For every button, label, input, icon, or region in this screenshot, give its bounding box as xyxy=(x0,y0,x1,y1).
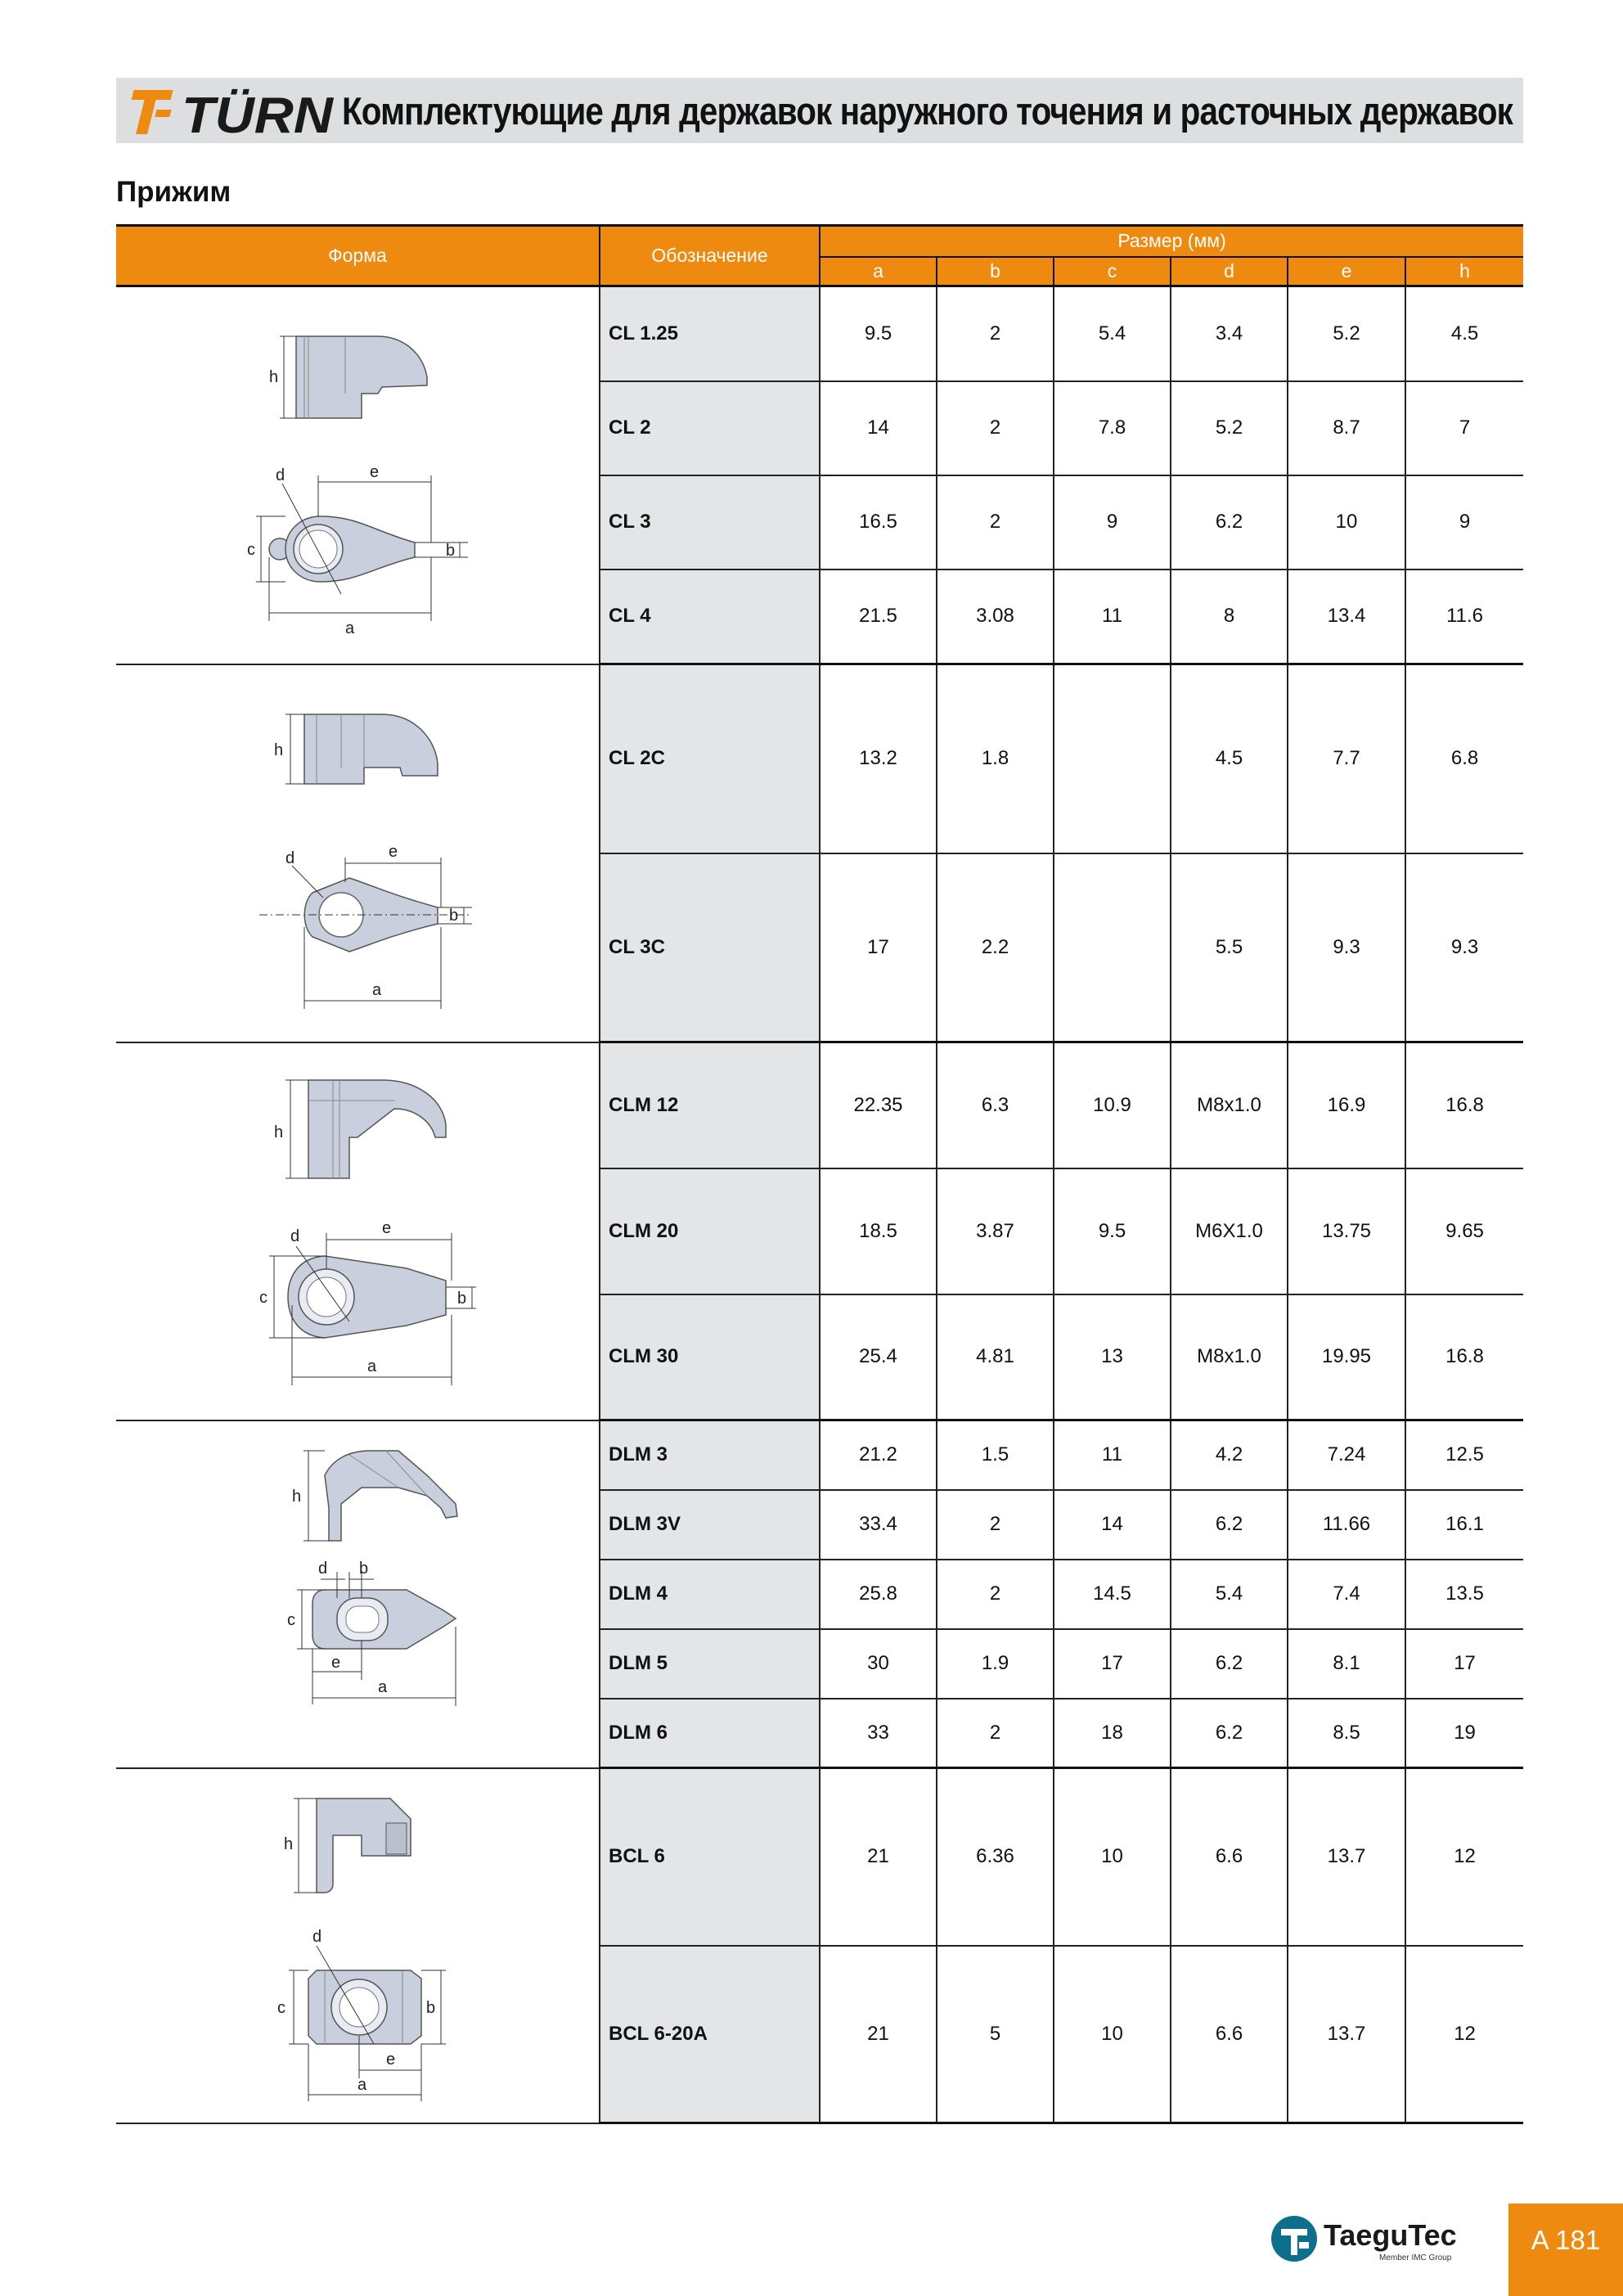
dim-h: 9 xyxy=(1405,475,1523,569)
dim-h: 9.65 xyxy=(1405,1168,1523,1294)
dim-d: 3.4 xyxy=(1171,286,1288,381)
t-turn-logo xyxy=(124,82,339,141)
svg-text:e: e xyxy=(331,1654,341,1672)
table-row xyxy=(116,1768,1523,1946)
clamp-cl-drawing xyxy=(227,312,488,639)
dim-b: 2 xyxy=(937,475,1054,569)
col-header-dim: b xyxy=(937,257,1054,286)
svg-text:d: d xyxy=(318,1560,328,1578)
table-row xyxy=(116,1042,1523,1168)
dim-d: M8x1.0 xyxy=(1171,1294,1288,1420)
dim-a: 18.5 xyxy=(820,1168,937,1294)
item-code: BCL 6-20A xyxy=(600,1946,820,2123)
dim-c: 10 xyxy=(1054,1946,1171,2123)
dim-h: 11.6 xyxy=(1405,569,1523,664)
spec-table xyxy=(116,224,1523,2124)
col-header-dim: e xyxy=(1288,257,1405,286)
svg-text:b: b xyxy=(446,541,456,560)
dim-b: 4.81 xyxy=(937,1294,1054,1420)
section-title: Прижим xyxy=(116,176,232,208)
dim-a: 25.8 xyxy=(820,1560,937,1629)
page-header-title: Комплектующие для державок наружного точения и расточных державок xyxy=(342,89,1513,133)
dim-h: 17 xyxy=(1405,1629,1523,1699)
dim-e: 8.7 xyxy=(1288,381,1405,475)
dim-d: 8 xyxy=(1171,569,1288,664)
dim-c: 10.9 xyxy=(1054,1042,1171,1168)
dim-c: 14 xyxy=(1054,1490,1171,1560)
item-code: CLM 30 xyxy=(600,1294,820,1420)
svg-text:h: h xyxy=(274,741,284,759)
svg-text:a: a xyxy=(378,1678,388,1696)
dim-e: 8.5 xyxy=(1288,1699,1405,1768)
dim-h: 13.5 xyxy=(1405,1560,1523,1629)
col-header-dim: a xyxy=(820,257,937,286)
item-code: CL 4 xyxy=(600,569,820,664)
dim-h: 16.8 xyxy=(1405,1294,1523,1420)
page-number: A 181 xyxy=(1531,2225,1601,2255)
dim-b: 5 xyxy=(937,1946,1054,2123)
svg-text:h: h xyxy=(284,1835,294,1853)
dim-e: 9.3 xyxy=(1288,853,1405,1042)
svg-text:h: h xyxy=(274,1123,284,1141)
dim-a: 16.5 xyxy=(820,475,937,569)
dim-e: 7.7 xyxy=(1288,664,1405,853)
dim-c: 18 xyxy=(1054,1699,1171,1768)
dim-c: 7.8 xyxy=(1054,381,1171,475)
table-row xyxy=(116,664,1523,853)
table-row xyxy=(116,286,1523,381)
dim-b: 2.2 xyxy=(937,853,1054,1042)
dim-h: 12 xyxy=(1405,1946,1523,2123)
clamp-dlm-drawing xyxy=(227,1426,488,1762)
item-code: CL 3C xyxy=(600,853,820,1042)
table-row xyxy=(116,1420,1523,1490)
svg-text:e: e xyxy=(389,842,398,861)
svg-text:d: d xyxy=(312,1927,322,1946)
svg-text:h: h xyxy=(269,367,279,386)
dim-h: 16.1 xyxy=(1405,1490,1523,1560)
svg-text:b: b xyxy=(426,1998,436,2017)
svg-text:b: b xyxy=(457,1289,467,1308)
dim-a: 21 xyxy=(820,1946,937,2123)
col-header-form: Форма xyxy=(116,226,600,286)
clamp-clm-drawing xyxy=(227,1060,488,1403)
dim-c: 14.5 xyxy=(1054,1560,1171,1629)
dim-c: 9.5 xyxy=(1054,1168,1171,1294)
svg-text:e: e xyxy=(382,1218,392,1237)
col-header-dim: d xyxy=(1171,257,1288,286)
dim-a: 17 xyxy=(820,853,937,1042)
item-code: CL 3 xyxy=(600,475,820,569)
svg-text:b: b xyxy=(359,1560,369,1578)
svg-text:h: h xyxy=(292,1488,302,1506)
dim-b: 6.36 xyxy=(937,1768,1054,1946)
col-header-dim: h xyxy=(1405,257,1523,286)
dim-b: 2 xyxy=(937,381,1054,475)
dim-e: 11.66 xyxy=(1288,1490,1405,1560)
clamp-bcl-drawing xyxy=(227,1774,488,2118)
item-code: DLM 5 xyxy=(600,1629,820,1699)
svg-text:e: e xyxy=(386,2050,396,2069)
page-number-tab xyxy=(1508,2204,1623,2296)
item-code: CL 2 xyxy=(600,381,820,475)
clamp-cl-c-drawing xyxy=(227,682,488,1025)
dim-h: 6.8 xyxy=(1405,664,1523,853)
svg-text:a: a xyxy=(357,2075,367,2094)
form-drawing-cell xyxy=(116,1420,600,1768)
dim-b: 1.5 xyxy=(937,1420,1054,1490)
dim-b: 3.08 xyxy=(937,569,1054,664)
dim-h: 9.3 xyxy=(1405,853,1523,1042)
item-code: BCL 6 xyxy=(600,1768,820,1946)
col-header-dim: c xyxy=(1054,257,1171,286)
dim-d: 4.5 xyxy=(1171,664,1288,853)
svg-text:c: c xyxy=(259,1288,268,1307)
dim-d: 5.2 xyxy=(1171,381,1288,475)
svg-text:d: d xyxy=(276,466,285,484)
dim-c: 13 xyxy=(1054,1294,1171,1420)
dim-d: 6.2 xyxy=(1171,475,1288,569)
dim-e: 16.9 xyxy=(1288,1042,1405,1168)
item-code: CL 2C xyxy=(600,664,820,853)
svg-text:b: b xyxy=(449,906,459,925)
form-drawing-cell xyxy=(116,664,600,1042)
dim-c: 5.4 xyxy=(1054,286,1171,381)
dim-d: M6X1.0 xyxy=(1171,1168,1288,1294)
svg-text:a: a xyxy=(345,619,355,637)
dim-d: 5.4 xyxy=(1171,1560,1288,1629)
svg-text:TaeguTec: TaeguTec xyxy=(1324,2218,1457,2252)
item-code: CLM 20 xyxy=(600,1168,820,1294)
dim-b: 2 xyxy=(937,1490,1054,1560)
dim-a: 33.4 xyxy=(820,1490,937,1560)
dim-c xyxy=(1054,853,1171,1042)
dim-a: 14 xyxy=(820,381,937,475)
item-code: CL 1.25 xyxy=(600,286,820,381)
dim-e: 8.1 xyxy=(1288,1629,1405,1699)
svg-text:e: e xyxy=(370,462,380,481)
svg-text:c: c xyxy=(287,1611,295,1629)
dim-h: 12 xyxy=(1405,1768,1523,1946)
dim-a: 33 xyxy=(820,1699,937,1768)
svg-text:Member IMC Group: Member IMC Group xyxy=(1379,2253,1452,2262)
dim-b: 2 xyxy=(937,1699,1054,1768)
svg-text:a: a xyxy=(372,980,382,999)
dim-e: 7.4 xyxy=(1288,1560,1405,1629)
item-code: CLM 12 xyxy=(600,1042,820,1168)
dim-e: 10 xyxy=(1288,475,1405,569)
svg-text:a: a xyxy=(367,1357,377,1375)
item-code: DLM 3V xyxy=(600,1490,820,1560)
dim-a: 21 xyxy=(820,1768,937,1946)
dim-a: 30 xyxy=(820,1629,937,1699)
dim-b: 2 xyxy=(937,286,1054,381)
dim-h: 12.5 xyxy=(1405,1420,1523,1490)
dim-d: 6.6 xyxy=(1171,1946,1288,2123)
dim-d: 6.2 xyxy=(1171,1699,1288,1768)
form-drawing-cell xyxy=(116,286,600,664)
dim-c: 9 xyxy=(1054,475,1171,569)
svg-text:c: c xyxy=(247,540,255,559)
dim-c xyxy=(1054,664,1171,853)
dim-b: 1.9 xyxy=(937,1629,1054,1699)
dim-d: 5.5 xyxy=(1171,853,1288,1042)
item-code: DLM 3 xyxy=(600,1420,820,1490)
col-header-code: Обозначение xyxy=(600,226,820,286)
svg-text:d: d xyxy=(290,1227,300,1245)
dim-b: 3.87 xyxy=(937,1168,1054,1294)
dim-e: 13.4 xyxy=(1288,569,1405,664)
dim-a: 21.2 xyxy=(820,1420,937,1490)
dim-e: 13.7 xyxy=(1288,1768,1405,1946)
dim-h: 19 xyxy=(1405,1699,1523,1768)
dim-a: 22.35 xyxy=(820,1042,937,1168)
dim-c: 10 xyxy=(1054,1768,1171,1946)
dim-a: 21.5 xyxy=(820,569,937,664)
taegutec-logo xyxy=(1266,2209,1479,2268)
dim-b: 6.3 xyxy=(937,1042,1054,1168)
dim-d: 6.2 xyxy=(1171,1629,1288,1699)
dim-d: 6.6 xyxy=(1171,1768,1288,1946)
form-drawing-cell xyxy=(116,1768,600,2123)
svg-text:c: c xyxy=(277,1998,285,2017)
dim-c: 11 xyxy=(1054,569,1171,664)
dim-d: 6.2 xyxy=(1171,1490,1288,1560)
dim-e: 13.7 xyxy=(1288,1946,1405,2123)
item-code: DLM 4 xyxy=(600,1560,820,1629)
dim-d: 4.2 xyxy=(1171,1420,1288,1490)
dim-h: 16.8 xyxy=(1405,1042,1523,1168)
dim-a: 9.5 xyxy=(820,286,937,381)
svg-text:d: d xyxy=(285,849,295,867)
dim-d: M8x1.0 xyxy=(1171,1042,1288,1168)
dim-a: 25.4 xyxy=(820,1294,937,1420)
form-drawing-cell xyxy=(116,1042,600,1420)
dim-h: 7 xyxy=(1405,381,1523,475)
dim-h: 4.5 xyxy=(1405,286,1523,381)
dim-b: 1.8 xyxy=(937,664,1054,853)
dim-e: 19.95 xyxy=(1288,1294,1405,1420)
dim-c: 17 xyxy=(1054,1629,1171,1699)
dim-c: 11 xyxy=(1054,1420,1171,1490)
item-code: DLM 6 xyxy=(600,1699,820,1768)
dim-b: 2 xyxy=(937,1560,1054,1629)
dim-e: 7.24 xyxy=(1288,1420,1405,1490)
dim-e: 13.75 xyxy=(1288,1168,1405,1294)
svg-text:TÜRN: TÜRN xyxy=(182,88,335,141)
dim-a: 13.2 xyxy=(820,664,937,853)
dim-e: 5.2 xyxy=(1288,286,1405,381)
col-header-size: Размер (мм) xyxy=(820,226,1523,257)
